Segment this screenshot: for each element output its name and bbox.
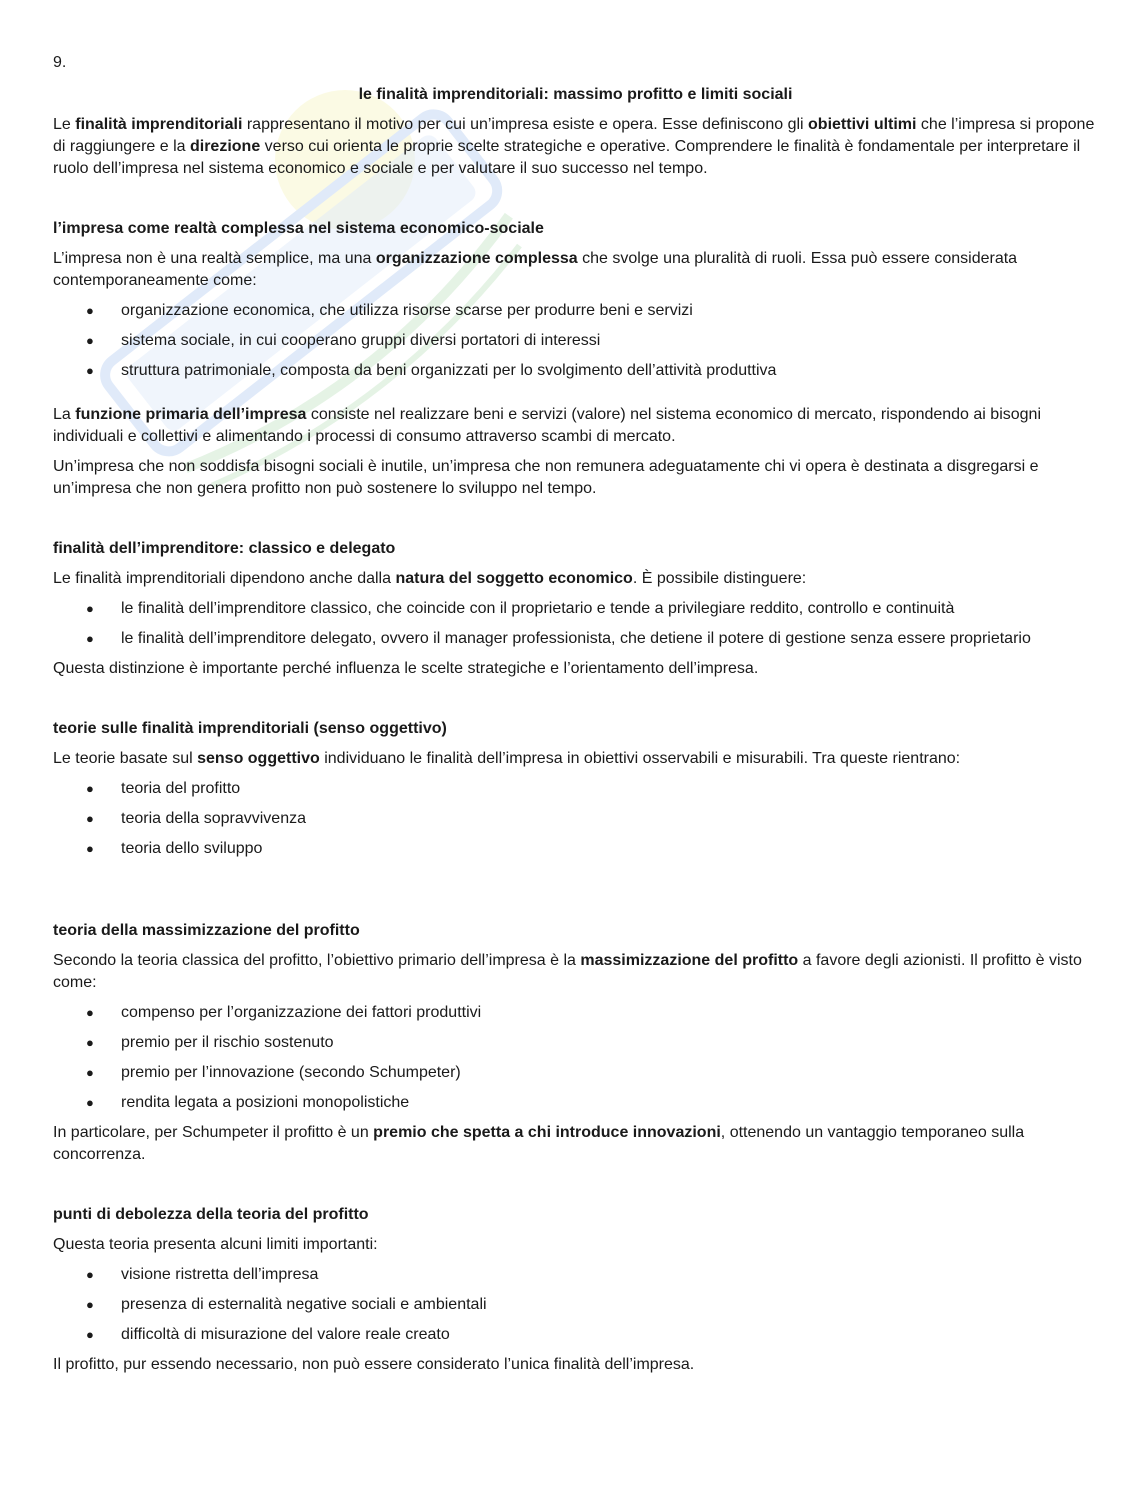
bold-text: massimizzazione del profitto [580,952,799,969]
text-run: La [53,406,76,423]
text-run: individuano le finalità dell’impresa in obiettivi osservabili e misurabili. Tra queste rientrano: [319,750,961,767]
section-paragraph [53,748,1098,770]
section-paragraph [53,1354,1098,1376]
bullet-list [53,300,1098,382]
list-item: ● teoria del profitto [53,778,1098,800]
bullet-list [53,1002,1098,1114]
section-paragraph [53,658,1098,680]
bold-text: senso oggettivo [197,750,320,767]
section-paragraph [53,456,1098,500]
text-run: verso cui orienta le proprie scelte strategiche e operative. Comprendere le finalità è fondamentale per interpretare il ruolo dell’impresa nel sistema economico e sociale e per valutare il suo successo nel tempo. [53,138,1081,177]
document-title: le finalità imprenditoriali: massimo profitto e limiti sociali [358,86,793,103]
text-run: . È possibile distinguere: [632,570,807,587]
section-heading-imprenditore: finalità dell’imprenditore: classico e delegato [53,540,396,557]
intro-paragraph [53,114,1098,180]
bold-text: finalità imprenditoriali [75,116,243,133]
section-heading-teorie-oggettive: teorie sulle finalità imprenditoriali (senso oggettivo) [53,720,447,737]
section-heading-impresa-complessa: l’impresa come realtà complessa nel sistema economico-sociale [53,220,544,237]
text-run: Un’impresa che non soddisfa bisogni sociali è inutile, un’impresa che non remunera adeguatamente chi vi opera è destinata a disgregarsi e un’impresa che non genera profitto non può sostenere lo sviluppo nel tempo. [53,458,1039,497]
text-run: che l’impresa si propone di raggiungere e la [53,116,1095,155]
list-item: ● visione ristretta dell’impresa [53,1264,1098,1286]
text-run: Il profitto, pur essendo necessario, non può essere considerato l’unica finalità dell’impresa. [53,1356,695,1373]
bold-text: natura del soggetto economico [395,570,633,587]
text-run: Le finalità imprenditoriali dipendono anche dalla [53,570,396,587]
text-run: In particolare, per Schumpeter il profitto è un [53,1124,374,1141]
section-paragraph [53,1234,1098,1256]
section-paragraph [53,404,1098,448]
text-run: Questa teoria presenta alcuni limiti importanti: [53,1236,378,1253]
list-item: ● le finalità dell’imprenditore delegato, ovvero il manager professionista, che detiene il potere di gestione senza essere proprietario [53,628,1098,650]
list-item: ● compenso per l’organizzazione dei fattori produttivi [53,1002,1098,1024]
text-run: L’impresa non è una realtà semplice, ma una [53,250,376,267]
section-paragraph [53,248,1098,292]
bullet-list [53,1264,1098,1346]
text-run: Questa distinzione è importante perché influenza le scelte strategiche e l’orientamento dell’impresa. [53,660,759,677]
list-item: ● sistema sociale, in cui cooperano gruppi diversi portatori di interessi [53,330,1098,352]
bold-text: direzione [189,138,261,155]
section-paragraph [53,950,1098,994]
text-run: , ottenendo un vantaggio temporaneo sulla concorrenza. [53,1124,1025,1163]
list-item: ● difficoltà di misurazione del valore reale creato [53,1324,1098,1346]
text-run: rappresentano il motivo per cui un’impresa esiste e opera. Esse definiscono gli [242,116,809,133]
list-item: ● le finalità dell’imprenditore classico, che coincide con il proprietario e tende a privilegiare reddito, controllo e continuità [53,598,1098,620]
section-paragraph [53,568,1098,590]
list-item: ● struttura patrimoniale, composta da beni organizzati per lo svolgimento dell’attività produttiva [53,360,1098,382]
list-item: ● teoria dello sviluppo [53,838,1098,860]
list-item: ● premio per l’innovazione (secondo Schumpeter) [53,1062,1098,1084]
section-heading-debolezze: punti di debolezza della teoria del profitto [53,1206,369,1223]
page-number: 9. [53,54,67,71]
list-item: ● teoria della sopravvivenza [53,808,1098,830]
bold-text: obiettivi ultimi [808,116,917,133]
bullet-list [53,598,1098,650]
text-run: Le teorie basate sul [53,750,198,767]
section-heading-massimizzazione: teoria della massimizzazione del profitto [53,922,360,939]
bullet-list [53,778,1098,860]
text-run: Secondo la teoria classica del profitto, l’obiettivo primario dell’impresa è la [53,952,581,969]
bold-text: organizzazione complessa [375,250,578,267]
text-run: Le [53,116,76,133]
text-run: consiste nel realizzare beni e servizi (valore) nel sistema economico di mercato, rispondendo ai bisogni individuali e collettivi e alimentando i processi di consumo attraverso scambi di mercato. [53,406,1041,445]
text-run: che svolge una pluralità di ruoli. Essa può essere considerata contemporaneamente come: [53,250,1018,289]
list-item: ● organizzazione economica, che utilizza risorse scarse per produrre beni e servizi [53,300,1098,322]
bold-text: premio che spetta a chi introduce innovazioni [373,1124,721,1141]
list-item: ● rendita legata a posizioni monopolistiche [53,1092,1098,1114]
list-item: ● presenza di esternalità negative sociali e ambientali [53,1294,1098,1316]
document-page [53,52,1098,1384]
section-paragraph [53,1122,1098,1166]
list-item: ● premio per il rischio sostenuto [53,1032,1098,1054]
text-run: a favore degli azionisti. Il profitto è visto come: [53,952,1082,991]
bold-text: funzione primaria dell’impresa [75,406,307,423]
